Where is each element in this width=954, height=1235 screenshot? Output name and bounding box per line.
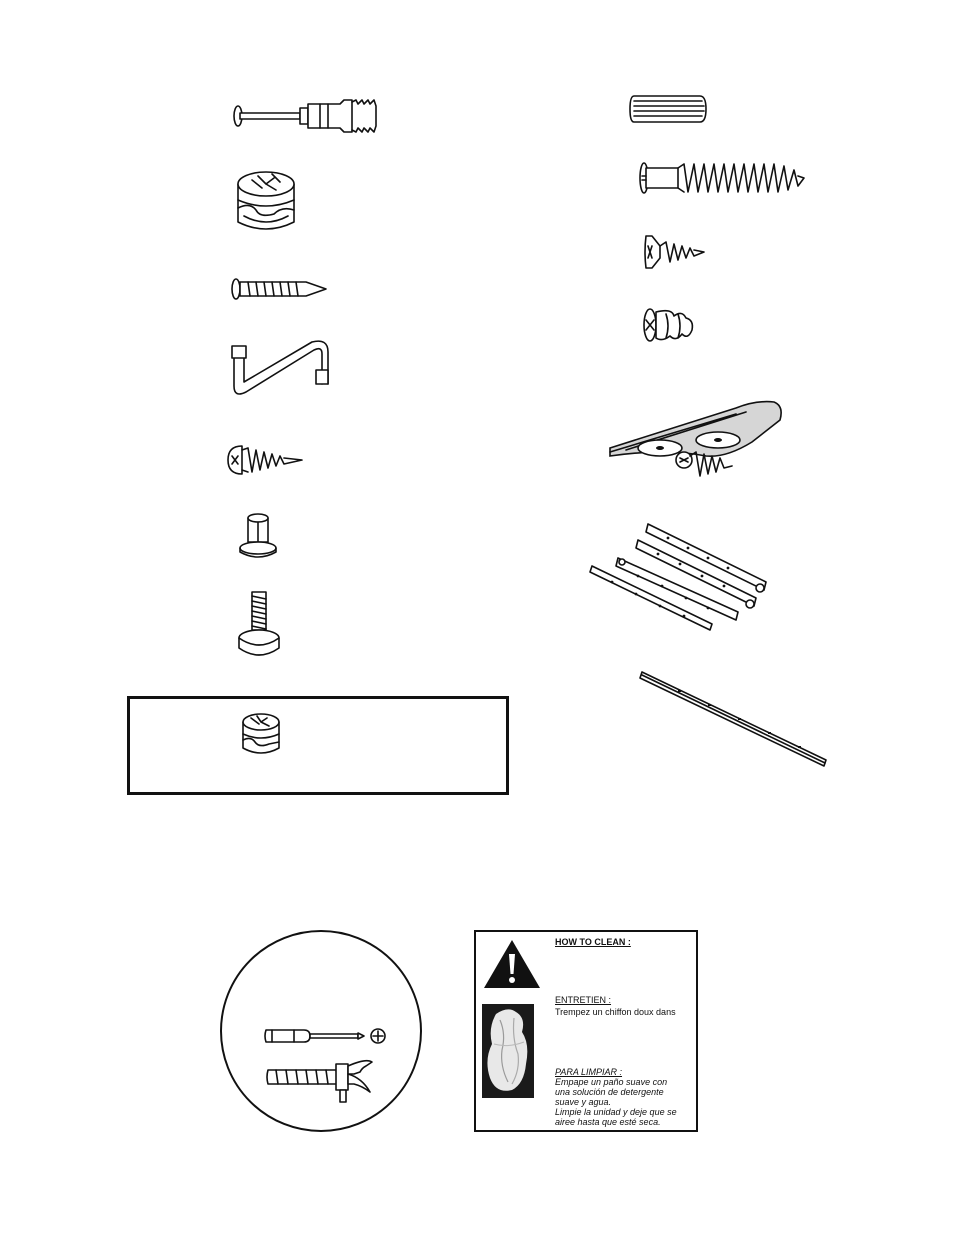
spanish-line-2: una solución de detergente xyxy=(555,1087,664,1097)
metal-rail-icon xyxy=(638,668,830,768)
spare-cam-lock-icon xyxy=(241,712,281,758)
french-body: Trempez un chiffon doux dans xyxy=(555,1007,676,1017)
cam-bolt-icon xyxy=(232,96,382,136)
drawer-slide-icon xyxy=(588,520,774,632)
spanish-line-1: Empape un paño suave con xyxy=(555,1077,668,1087)
cam-lock-icon xyxy=(236,170,296,236)
tools-required-circle xyxy=(220,930,422,1132)
spanish-line-3: suave y agua. xyxy=(555,1097,612,1107)
leveling-foot-icon xyxy=(236,590,282,662)
anti-tip-strap-icon xyxy=(606,396,788,488)
shelf-support-peg-icon xyxy=(238,512,278,560)
hammer-icon xyxy=(266,1052,378,1104)
spanish-line-4: Limpie la unidad y deje que se xyxy=(555,1107,677,1117)
warning-triangle-icon xyxy=(482,938,542,990)
care-instructions-card xyxy=(474,930,698,1132)
french-heading: ENTRETIEN : xyxy=(555,995,612,1005)
nail-icon xyxy=(230,276,330,302)
spare-part-box xyxy=(127,696,509,795)
wall-anchor-icon xyxy=(642,306,696,344)
flat-head-screw-icon xyxy=(642,234,708,270)
connector-bolt-icon xyxy=(638,160,808,196)
cloth-photo-icon xyxy=(482,1004,534,1098)
wood-dowel-icon xyxy=(628,94,708,124)
spanish-heading: PARA LIMPIAR : xyxy=(555,1067,623,1077)
allen-wrench-icon xyxy=(228,340,328,402)
spanish-line-5: airee hasta que esté seca. xyxy=(555,1117,661,1127)
english-heading: HOW TO CLEAN : xyxy=(555,937,631,947)
phillips-screwdriver-icon xyxy=(264,1024,386,1048)
pan-head-screw-icon xyxy=(226,444,306,476)
